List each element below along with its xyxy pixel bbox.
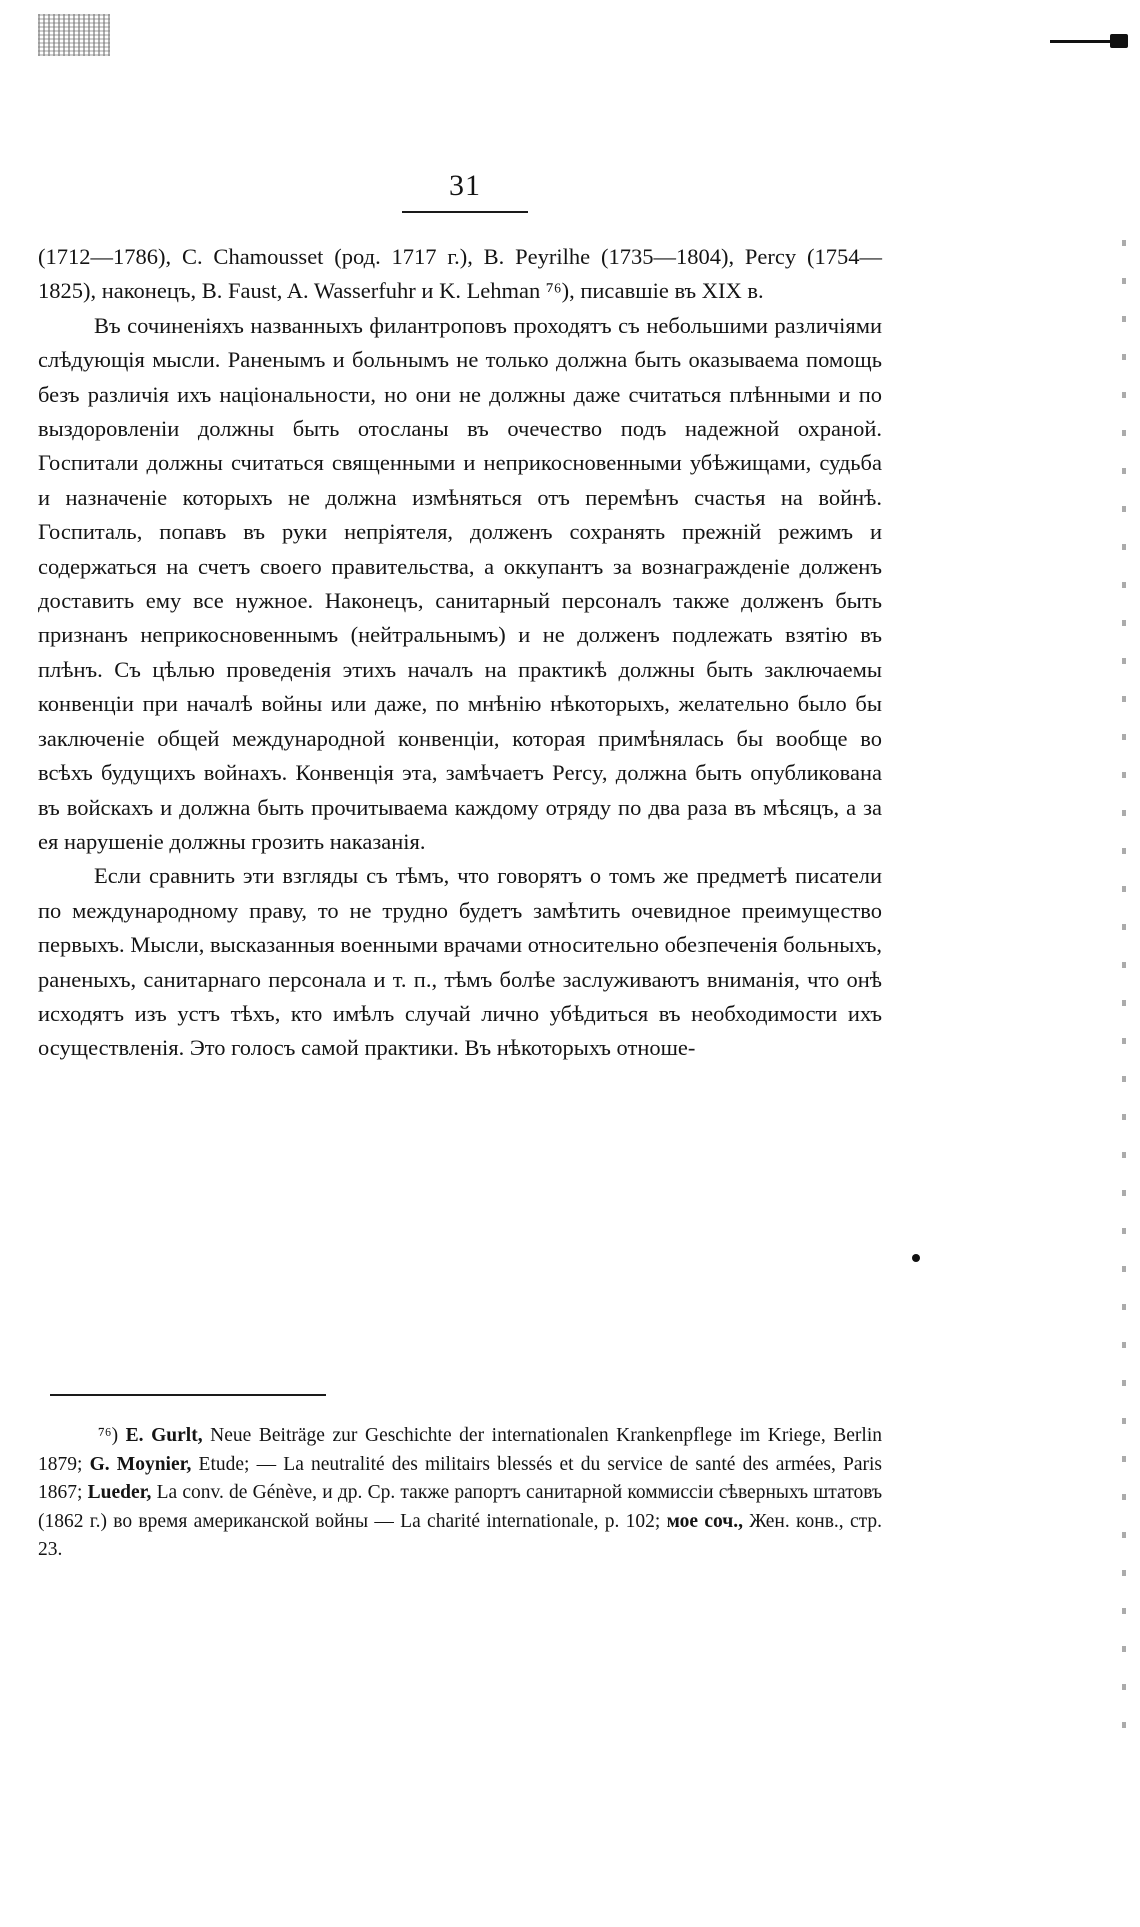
footnote-citation-moynier: Etude; — La neutralité des militairs blessés et du service de santé des armées, Paris 1867; (38, 1453, 883, 1504)
paragraph-continuation: (1712—1786), C. Chamousset (род. 1717 г.), B. Peyrilhe (1735—1804), Percy (1754—1825), наконецъ, B. Faust, A. Wasserfuhr и K. Lehman ⁷⁶), писавшіе въ XIX в. (38, 244, 882, 304)
footnote-citation-lueder: La conv. de Génève, и др. Ср. также рапортъ санитарной коммиссіи сѣверныхъ штатовъ (1862 г.) во время американской войны — La charité internationale, p. 102; (38, 1482, 883, 1532)
scan-artifact-top-left (38, 14, 110, 56)
footnote-76 (38, 1422, 882, 1565)
footnote-author-moynier: G. Moynier, (89, 1453, 192, 1475)
footnote-author-gurlt: E. Gurlt, (125, 1425, 203, 1446)
page-number: 31 (449, 169, 481, 202)
footnote-marker: ⁷⁶) (98, 1425, 119, 1446)
scan-artifact-blob (1110, 34, 1128, 48)
header-rule (402, 211, 528, 213)
paragraph-philanthropists: Въ сочиненіяхъ названныхъ филантроповъ проходятъ съ небольшими различіями слѣдующія мысли. Раненымъ и больнымъ не только должна быть оказываема помощь безъ различія ихъ національности, но они не должны даже считаться плѣнными и по выздоровленіи должны быть отосланы въ очечество подъ надежной охраной. Госпитали должны считаться священными и неприкосновенными убѣжищами, судьба и назначеніе которыхъ не должна измѣняться отъ перемѣнъ счастья на войнѣ. Госпиталь, попавъ въ руки непріятеля, долженъ сохранять прежній режимъ и содержаться на счетъ своего правительства, а оккупантъ за вознагражденіе долженъ доставить ему все нужное. Наконецъ, санитарный персоналъ также долженъ быть признанъ неприкосновеннымъ (нейтральнымъ) и не долженъ подлежать взятію въ плѣнъ. Съ цѣлью проведенія этихъ началъ на практикѣ должны быть заключаемы конвенціи при началѣ войны или даже, по мнѣнію нѣкоторыхъ, желательно было бы заключеніе общей международной конвенціи, которая примѣнялась бы вообще во всѣхъ будущихъ войнахъ. Конвенція эта, замѣчаетъ Percy, должна быть опубликована въ войскахъ и должна быть прочитываема каждому отряду по два раза въ мѣсяцъ, а за ея нарушеніе должны грозить наказанія. (38, 312, 882, 854)
margin-dot (912, 1254, 920, 1262)
footnote-rule (50, 1394, 326, 1396)
paragraph-comparison: Если сравнить эти взгляды съ тѣмъ, что говорятъ о томъ же предметѣ писатели по международному праву, то не трудно будетъ замѣтить очевидное преимущество первыхъ. Мысли, высказанныя военными врачами относительно обезпеченія больныхъ, раненыхъ, санитарнаго персонала и т. п., тѣмъ болѣе заслуживаютъ вниманія, что онѣ исходятъ изъ устъ тѣхъ, кто имѣлъ случай лично убѣдиться въ необходимости ихъ осуществленія. Это голосъ самой практики. Въ нѣкоторыхъ отноше- (38, 863, 882, 1061)
scan-artifact-bar (1050, 40, 1112, 43)
footnote-citation-own: Жен. конв., стр. 23. (38, 1510, 882, 1561)
binding-edge-marks (1122, 240, 1126, 1740)
footnote-own-work: мое соч., (666, 1510, 743, 1532)
footnote-citation-gurlt: Neue Beiträge zur Geschichte der internationalen Krankenpflege im Kriege, Berlin 1879; (38, 1425, 883, 1475)
main-text (38, 240, 882, 1066)
footnote-author-lueder: Lueder, (87, 1482, 152, 1504)
scan-artifact-top-right (1050, 34, 1130, 48)
